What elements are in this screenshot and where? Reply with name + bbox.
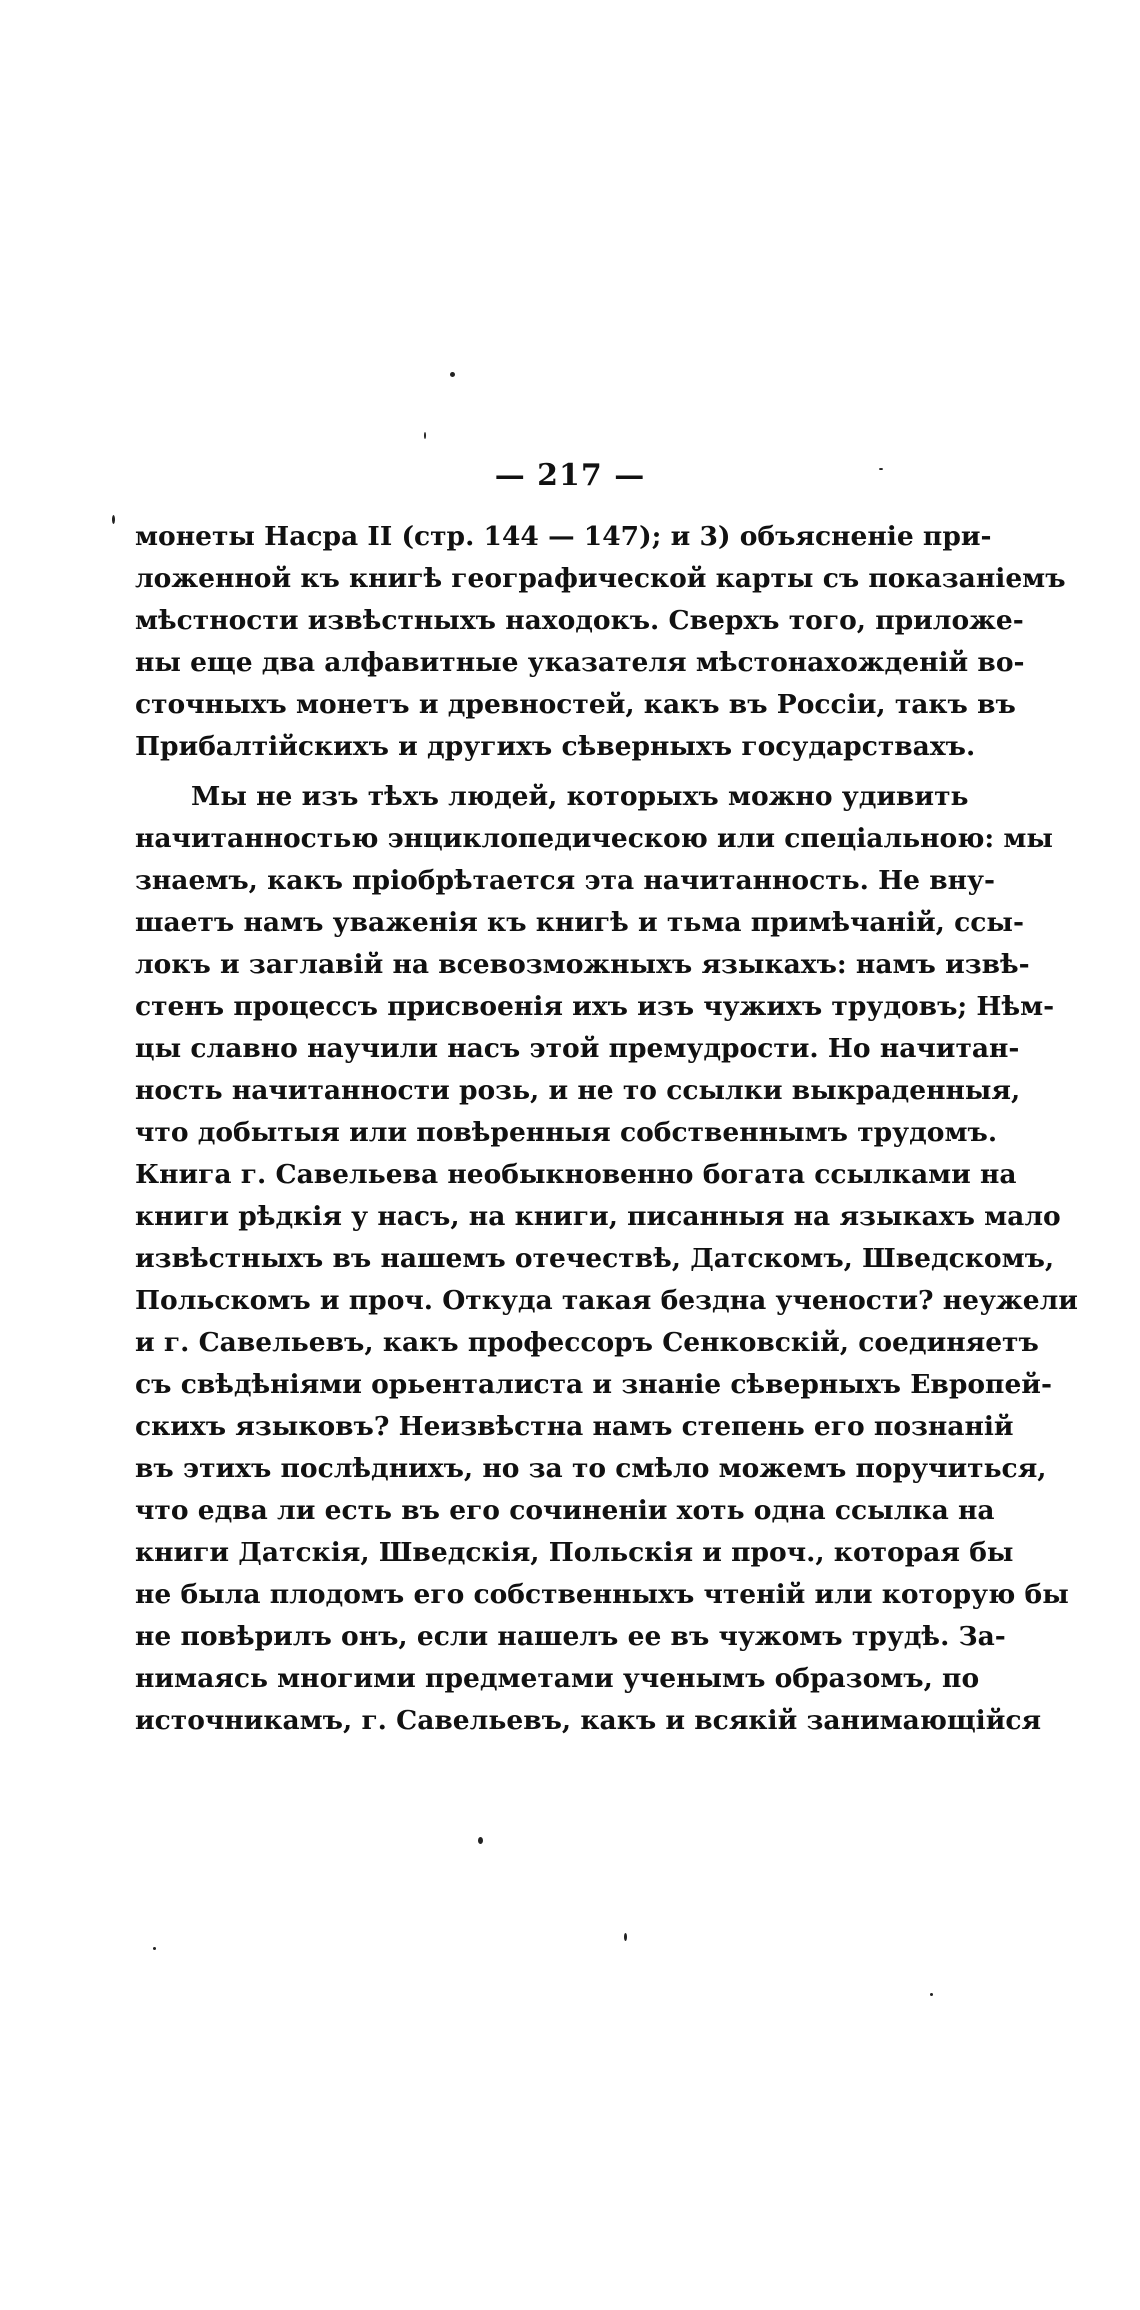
- text-line: мѣстности извѣстныхъ находокъ. Сверхъ того, приложе-: [135, 605, 1024, 636]
- text-line: съ свѣдѣніями орьенталиста и знаніе сѣверныхъ Европей-: [135, 1369, 1052, 1400]
- scan-speck: [450, 372, 455, 377]
- text-line: что едва ли есть въ его сочиненіи хоть одна ссылка на: [135, 1495, 995, 1526]
- text-line: стенъ процессъ присвоенія ихъ изъ чужихъ трудовъ; Нѣм-: [135, 991, 1055, 1022]
- text-line: не была плодомъ его собственныхъ чтеній или которую бы: [135, 1579, 1069, 1610]
- text-line: знаемъ, какъ пріобрѣтается эта начитанность. Не вну-: [135, 865, 995, 896]
- text-line: нимаясь многими предметами ученымъ образомъ, по: [135, 1663, 980, 1694]
- scan-speck: [478, 1837, 483, 1844]
- text-line: извѣстныхъ въ нашемъ отечествѣ, Датскомъ, Шведскомъ,: [135, 1243, 1055, 1274]
- text-line: начитанностью энциклопедическою или спеціальною: мы: [135, 823, 1053, 854]
- text-line: ны еще два алфавитные указателя мѣстонахожденій во-: [135, 647, 1025, 678]
- text-line: книги Датскія, Шведскія, Польскія и проч., которая бы: [135, 1537, 1014, 1568]
- scan-speck: [112, 515, 115, 524]
- text-line: шаетъ намъ уваженія къ книгѣ и тьма примѣчаній, ссы-: [135, 907, 1024, 938]
- text-line: Книга г. Савельева необыкновенно богата ссылками на: [135, 1159, 1017, 1190]
- text-line: книги рѣдкія у насъ, на книги, писанныя на языкахъ мало: [135, 1201, 1061, 1232]
- scan-speck: [624, 1933, 627, 1941]
- text-line: Польскомъ и проч. Откуда такая бездна учености? неужели: [135, 1285, 1078, 1316]
- scan-speck: [424, 432, 426, 439]
- text-line: что добытыя или повѣренныя собственнымъ трудомъ.: [135, 1117, 998, 1148]
- paragraph-1: [135, 516, 1066, 768]
- text-line: сточныхъ монетъ и древностей, какъ въ Россіи, такъ въ: [135, 689, 1016, 720]
- page-number: — 217 —: [494, 458, 646, 493]
- text-line: ность начитанности розь, и не то ссылки выкраденныя,: [135, 1075, 1021, 1106]
- text-line: Прибалтійскихъ и другихъ сѣверныхъ государствахъ.: [135, 731, 976, 762]
- text-line: локъ и заглавій на всевозможныхъ языкахъ: намъ извѣ-: [135, 949, 1030, 980]
- text-line: скихъ языковъ? Неизвѣстна намъ степень его познаній: [135, 1411, 1014, 1442]
- text-line: въ этихъ послѣднихъ, но за то смѣло можемъ поручиться,: [135, 1453, 1047, 1484]
- paragraph-2: [135, 776, 1078, 1742]
- text-line: и г. Савельевъ, какъ профессоръ Сенковскій, соединяетъ: [135, 1327, 1039, 1358]
- text-line: цы славно научили насъ этой премудрости. Но начитан-: [135, 1033, 1020, 1064]
- text-line: источникамъ, г. Савельевъ, какъ и всякій занимающійся: [135, 1705, 1042, 1736]
- text-line: не повѣрилъ онъ, если нашелъ ее въ чужомъ трудѣ. За-: [135, 1621, 1006, 1652]
- scan-speck: [879, 468, 883, 470]
- text-line: ложенной къ книгѣ географической карты съ показаніемъ: [135, 563, 1066, 594]
- body-text: [135, 516, 1078, 1742]
- scan-speck: [153, 1947, 156, 1950]
- scan-speck: [930, 1993, 933, 1996]
- text-line: монеты Насра II (стр. 144 — 147); и 3) объясненіе при-: [135, 521, 992, 552]
- text-line: Мы не изъ тѣхъ людей, которыхъ можно удивить: [191, 781, 969, 812]
